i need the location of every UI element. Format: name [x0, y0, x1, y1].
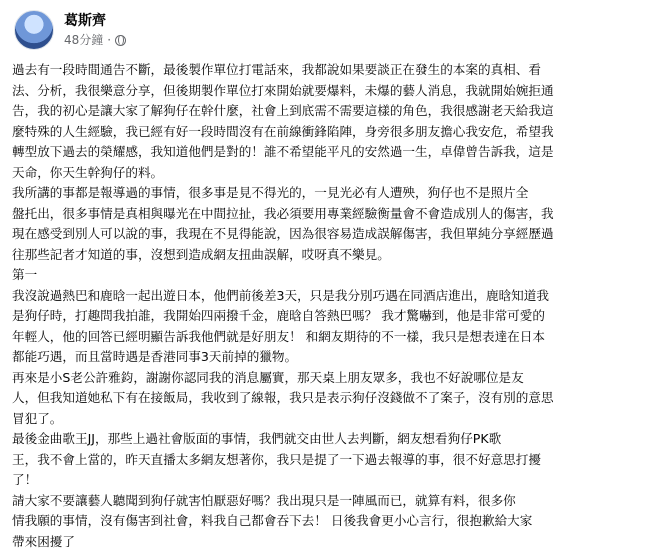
- separator-dot: ·: [107, 32, 111, 48]
- body-line: 轉型放下過去的榮耀感，我知道他們是對的！誰不希望能平凡的安然過一生，卓偉曾告訴我，這是: [12, 142, 658, 163]
- body-line: 法、分析，我很樂意分享，但後期製作單位打來開始就要爆料，未爆的藝人消息，我就開始婉拒通: [12, 81, 658, 102]
- body-line: 麼特殊的人生經驗，我已經有好一段時間沒有在前線衝鋒陷陣，身旁很多朋友擔心我安危，希望我: [12, 122, 658, 143]
- body-line: 往那些記者才知道的事，沒想到造成網友扭曲誤解，哎呀真不樂見。: [12, 245, 658, 266]
- body-line: 告，我的初心是讓大家了解狗仔在幹什麼，社會上到底需不需要這樣的角色，我很感謝老天給我這: [12, 101, 658, 122]
- body-line: 都能巧遇，而且當時遇是香港同事3天前掉的獵物。: [12, 347, 658, 368]
- post-subline: [64, 32, 126, 48]
- body-line: 情我願的事情，沒有傷害到社會，料我自己都會吞下去！ 日後我會更小心言行，很抱歉給大家: [12, 511, 658, 532]
- body-line: 再來是小S老公許雅鈞，謝謝你認同我的消息屬實，那天桌上朋友眾多，我也不好說哪位是友: [12, 368, 658, 389]
- body-line: 過去有一段時間通告不斷，最後製作單位打電話來，我都說如果要談正在發生的本案的真相、看: [12, 60, 658, 81]
- author-avatar[interactable]: [14, 10, 54, 50]
- post-header: [14, 8, 126, 52]
- body-line: 最後金曲歌王JJ，那些上過社會版面的事情，我們就交由世人去判斷，網友想看狗仔PK歌: [12, 429, 658, 450]
- body-line: 冒犯了。: [12, 409, 658, 430]
- body-line: 盤托出，很多事情是真相與曝光在中間拉扯，我必須要用專業經驗衡量會不會造成別人的傷害，我: [12, 204, 658, 225]
- body-line: 第一: [12, 265, 658, 286]
- body-line: 人，但我知道她私下有在接飯局，我收到了線報，我只是表示狗仔沒錢做不了案子，沒有別的意思: [12, 388, 658, 409]
- body-line: 是狗仔時，打趣問我拍誰，我開始四兩撥千金，鹿晗自答熱巴嗎？ 我才驚嚇到，他是非常可愛的: [12, 306, 658, 327]
- body-line: 我所講的事都是報導過的事情，很多事是見不得光的，一見光必有人遭殃，狗仔也不是照片全: [12, 183, 658, 204]
- body-line: 年輕人，他的回答已經明顯告訴我他們就是好朋友！ 和網友期待的不一樣，我只是想表達在日本: [12, 327, 658, 348]
- post-body: [12, 60, 658, 552]
- body-line: 我沒說過熱巴和鹿晗一起出遊日本，他們前後差3天，只是我分別巧遇在同酒店進出，鹿晗知道我: [12, 286, 658, 307]
- body-line: 王，我不會上當的，昨天直播太多網友想著你，我只是提了一下過去報導的事，很不好意思打擾: [12, 450, 658, 471]
- body-line: 天命，你天生幹狗仔的料。: [12, 163, 658, 184]
- post-timestamp[interactable]: 48分鐘: [64, 32, 103, 48]
- body-line: 帶來困擾了: [12, 532, 658, 552]
- author-name[interactable]: 葛斯齊: [64, 12, 126, 30]
- globe-icon[interactable]: [115, 35, 126, 46]
- body-line: 現在感受到別人可以說的事，我現在不見得能說，因為很容易造成誤解傷害，我但單純分享經歷過: [12, 224, 658, 245]
- body-line: 了！: [12, 470, 658, 491]
- body-line: 請大家不要讓藝人聽聞到狗仔就害怕厭惡好嗎？我出現只是一陣風而已，就算有料，很多你: [12, 491, 658, 512]
- post-meta: [64, 12, 126, 48]
